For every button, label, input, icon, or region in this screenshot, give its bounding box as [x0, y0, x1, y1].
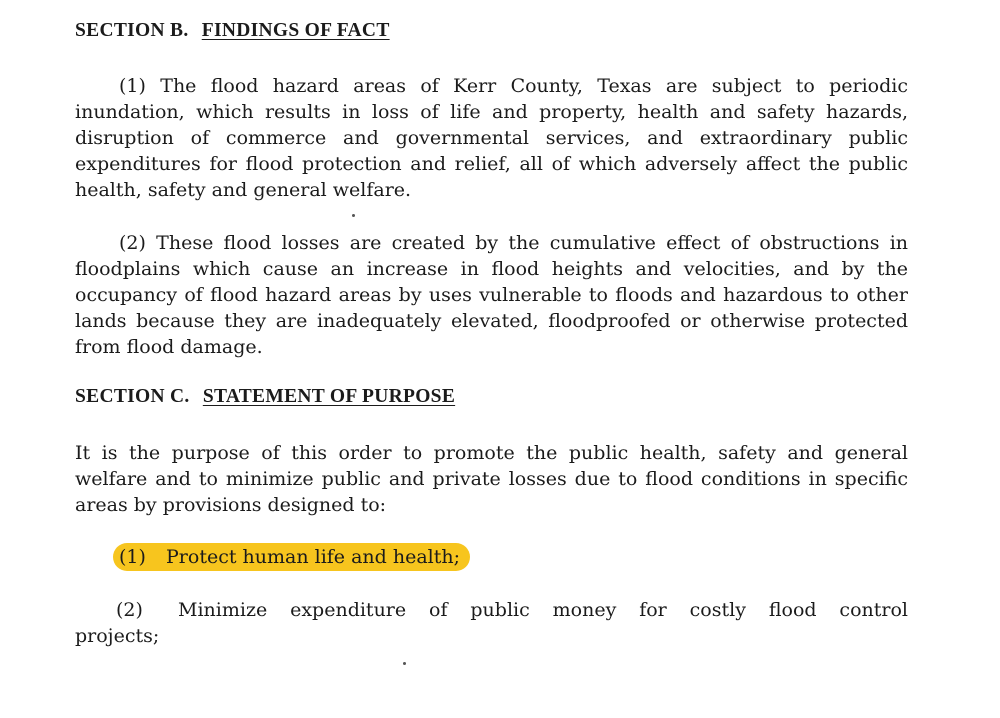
section-b-heading — [75, 20, 908, 42]
purpose-item-2-text-line2: projects; — [75, 625, 160, 647]
section-c-heading — [75, 386, 908, 408]
findings-paragraph-1-text: The flood hazard areas of Kerr County, Texas are subject to periodic inundation, which results in loss of life and property, health and safety hazards, disruption of commerce and governmental services, and extraordinary public expenditures for flood protection and relief, all of which adversely affect the public health, safety and general welfare. — [75, 75, 908, 201]
findings-paragraph-1 — [75, 73, 908, 203]
findings-paragraph-2 — [75, 230, 908, 360]
section-b-title: FINDINGS OF FACT — [201, 20, 390, 41]
scan-speck — [403, 662, 406, 665]
purpose-item-1-text: Protect human life and health; — [166, 546, 461, 568]
purpose-item-2-text-line1: Minimize expenditure of public money for costly flood control — [178, 599, 908, 621]
section-c-title: STATEMENT OF PURPOSE — [202, 386, 456, 407]
purpose-item-2 — [75, 597, 908, 649]
section-c-label: SECTION C. — [75, 386, 190, 407]
findings-paragraph-1-number: (1) — [119, 75, 146, 97]
highlighted-purpose-item-1 — [113, 543, 470, 571]
findings-paragraph-2-text: These flood losses are created by the cumulative effect of obstructions in floodplains which cause an increase in flood heights and velocities, and by the occupancy of flood hazard areas by uses vulnerable to floods and hazardous to other lands because they are inadequately elevated, floodproofed or otherwise protected from flood damage. — [75, 232, 909, 358]
purpose-item-1-number: (1) — [119, 546, 146, 568]
findings-paragraph-2-number: (2) — [119, 232, 146, 254]
purpose-intro-paragraph: It is the purpose of this order to promote the public health, safety and general welfare and to minimize public and private losses due to flood conditions in specific areas by provisions designed to: — [75, 442, 908, 516]
scan-speck — [352, 214, 355, 217]
purpose-item-2-number: (2) — [116, 599, 143, 621]
section-b-label: SECTION B. — [75, 20, 189, 41]
